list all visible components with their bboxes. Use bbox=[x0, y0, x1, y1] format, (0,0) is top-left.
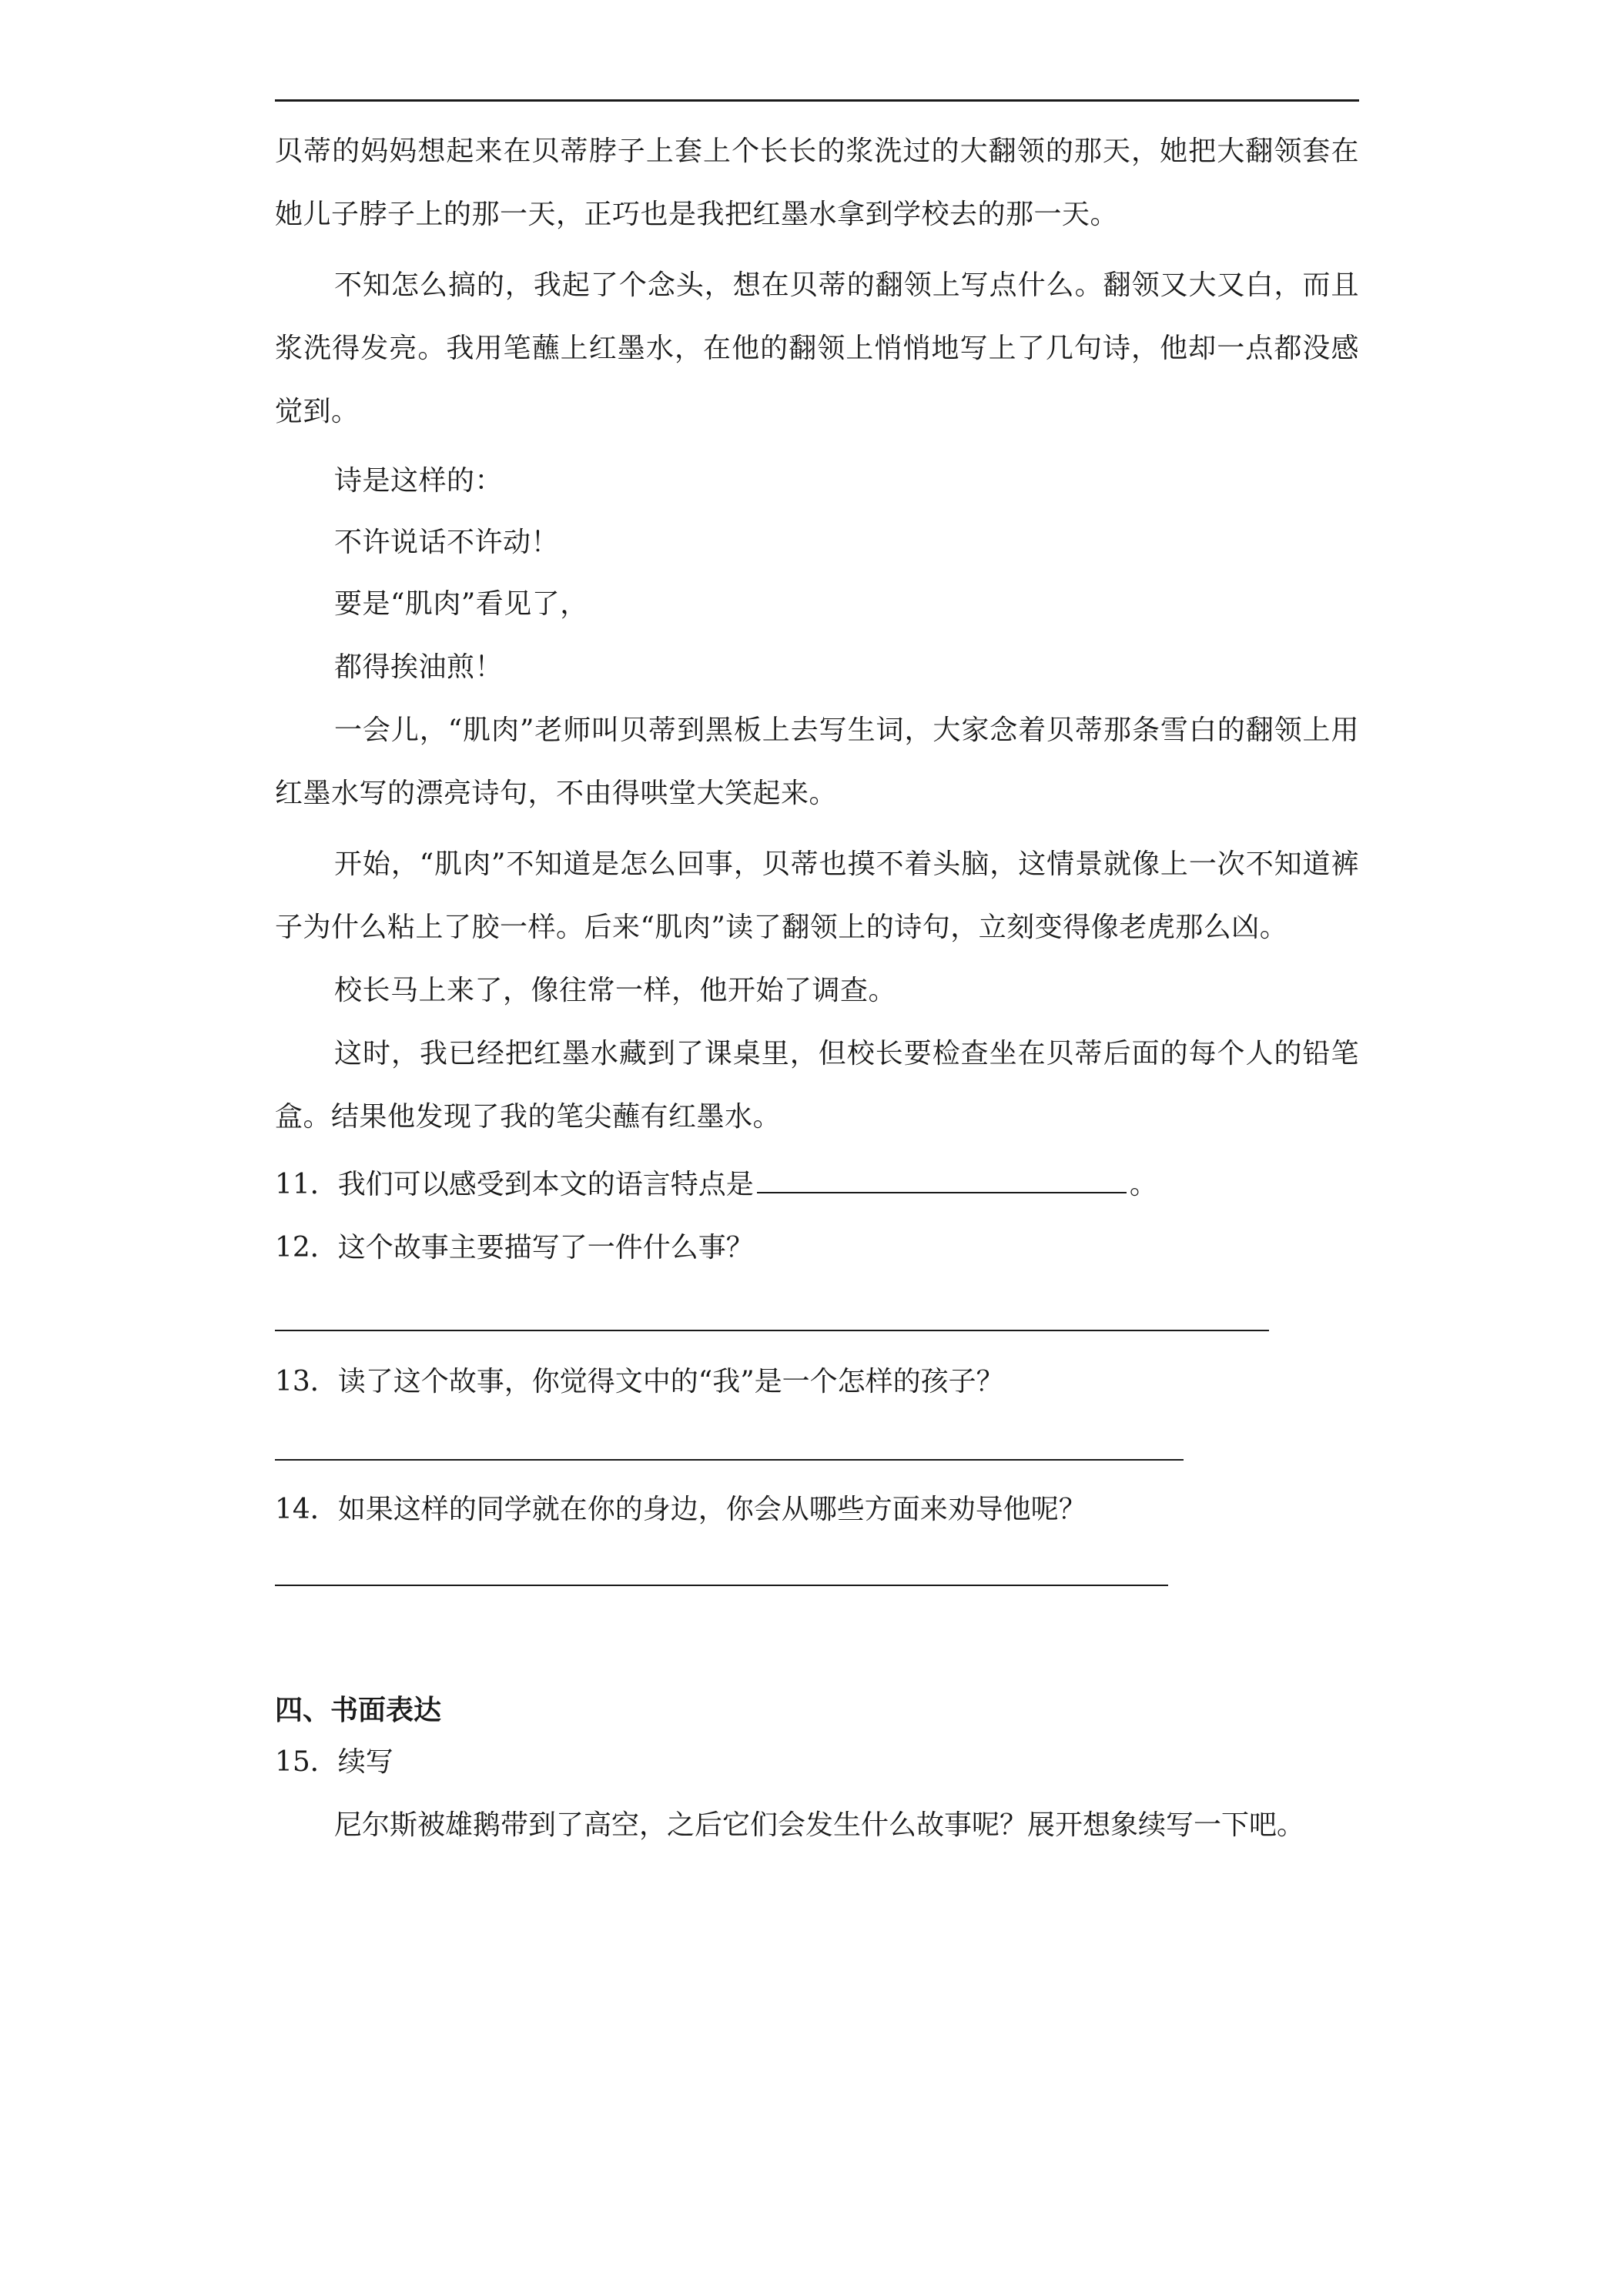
passage-paragraph-1: 贝蒂的妈妈想起来在贝蒂脖子上套上个长长的浆洗过的大翻领的那天，她把大翻领套在她儿子脖子上的那一天，正巧也是我把红墨水拿到学校去的那一天。 bbox=[275, 136, 1359, 230]
question-14-answer-line[interactable] bbox=[275, 1585, 1168, 1586]
poem-line-3: 都得挨油煎！ bbox=[334, 651, 504, 683]
question-13: 13．读了这个故事，你觉得文中的“我”是一个怎样的孩子？ bbox=[275, 1366, 1004, 1397]
poem-line-2: 要是“肌肉”看见了， bbox=[334, 588, 588, 620]
passage-paragraph-5: 校长马上来了，像往常一样，他开始了调查。 bbox=[334, 975, 897, 1006]
header-rule bbox=[275, 99, 1359, 102]
question-11 bbox=[275, 1161, 1157, 1209]
poem-line-1: 不许说话不许动！ bbox=[334, 527, 560, 558]
question-12-answer-line[interactable] bbox=[275, 1330, 1269, 1331]
question-12: 12．这个故事主要描写了一件什么事？ bbox=[275, 1232, 754, 1263]
question-11-end: 。 bbox=[1129, 1169, 1157, 1200]
passage-paragraph-6: 这时，我已经把红墨水藏到了课桌里，但校长要检查坐在贝蒂后面的每个人的铅笔盒。结果他发现了我的笔尖蘸有红墨水。 bbox=[275, 1038, 1359, 1133]
question-15-prompt: 尼尔斯被雄鹅带到了高空，之后它们会发生什么故事呢？展开想象续写一下吧。 bbox=[334, 1809, 1305, 1841]
question-13-answer-line[interactable] bbox=[275, 1459, 1184, 1461]
question-11-text: 11．我们可以感受到本文的语言特点是 bbox=[275, 1169, 754, 1200]
section-4-title: 四、书面表达 bbox=[275, 1694, 442, 1726]
passage-paragraph-2: 不知怎么搞的，我起了个念头，想在贝蒂的翻领上写点什么。翻领又大又白，而且浆洗得发亮。我用笔蘸上红墨水，在他的翻领上悄悄地写上了几句诗，他却一点都没感觉到。 bbox=[275, 269, 1359, 427]
passage-paragraph-4: 开始，“肌肉”不知道是怎么回事，贝蒂也摸不着头脑，这情景就像上一次不知道裤子为什么粘上了胶一样。后来“肌肉”读了翻领上的诗句，立刻变得像老虎那么凶。 bbox=[275, 848, 1359, 943]
question-15-label: 15．续写 bbox=[275, 1746, 393, 1778]
question-11-answer-blank[interactable] bbox=[757, 1169, 1127, 1193]
question-14: 14．如果这样的同学就在你的身边，你会从哪些方面来劝导他呢？ bbox=[275, 1494, 1087, 1525]
poem-intro: 诗是这样的： bbox=[334, 465, 504, 497]
passage-paragraph-3: 一会儿，“肌肉”老师叫贝蒂到黑板上去写生词，大家念着贝蒂那条雪白的翻领上用红墨水写的漂亮诗句，不由得哄堂大笑起来。 bbox=[275, 715, 1359, 809]
